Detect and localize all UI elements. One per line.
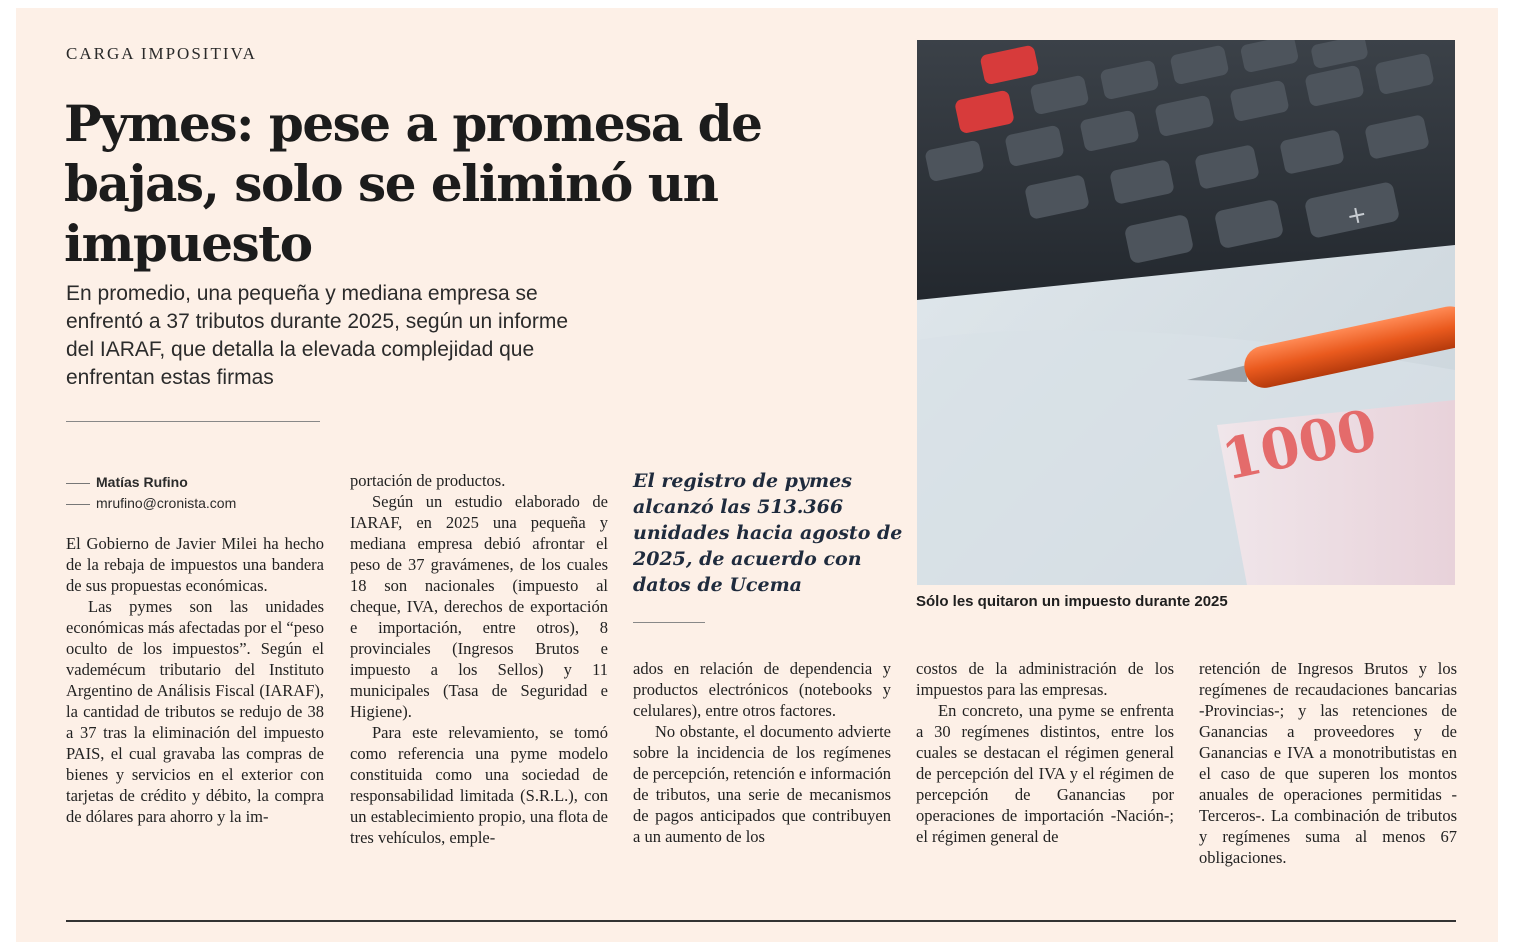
svg-text:+: + <box>1343 199 1370 231</box>
body-column-2 <box>350 470 608 848</box>
body-column-5 <box>1199 658 1457 868</box>
article-headline: Pymes: pese a promesa de bajas, solo se eliminó un impuesto <box>64 94 762 273</box>
pull-quote-divider <box>633 622 705 623</box>
article-photo <box>917 40 1455 585</box>
lead-divider <box>66 421 320 422</box>
paragraph: portación de productos. <box>350 471 506 490</box>
body-column-1 <box>66 533 324 827</box>
body-column-4 <box>916 658 1174 847</box>
author-email[interactable]: mrufino@cronista.com <box>96 495 237 511</box>
banknote-denomination: 1000 <box>1216 396 1383 494</box>
byline <box>66 472 236 514</box>
section-kicker: CARGA IMPOSITIVA <box>66 44 257 63</box>
paragraph: Según un estudio elaborado de IARAF, en 2025 una pequeña y mediana empresa debió afrontar el peso de 37 gravámenes, de los cuales 18 son nacionales (impuesto al cheque, IVA, derechos de exportación e importación, entre otros), 8 provinciales (Ingresos Brutos e impuesto a los Sellos) y 11 municipales (Tasa de Seguridad e Higiene). <box>350 492 608 721</box>
paragraph: Las pymes son las unidades económicas más afectadas por el “peso oculto de los impuestos”. Según el vademécum tributario del Instituto Argentino de Análisis Fiscal (IARAF), la cantidad de tributos se redujo de 38 a 37 tras la eliminación del impuesto PAIS, el cual gravaba las compras de bienes y servicios en el exterior con tarjetas de crédito y débito, la compra de dólares para ahorro y la im- <box>66 597 324 826</box>
byline-dash <box>66 483 90 484</box>
author-name: Matías Rufino <box>96 474 188 490</box>
newspaper-page <box>16 8 1498 942</box>
paragraph: Para este relevamiento, se tomó como referencia una pyme modelo constituida como una sociedad de responsabilidad limitada (S.R.L.), con un establecimiento propio, una flota de tres vehículos, emple- <box>350 723 608 847</box>
pull-quote: El registro de pymes alcanzó las 513.366 unidades hacia agosto de 2025, de acuerdo con datos de Ucema <box>633 470 903 596</box>
paragraph: No obstante, el documento advierte sobre la incidencia de los regímenes de percepción, retención e información de tributos, una serie de mecanismos de pagos anticipados que contribuyen a un aumento de los <box>633 722 891 846</box>
article-lead: En promedio, una pequeña y mediana empresa se enfrentó a 37 tributos durante 2025, según un informe del IARAF, que detalla la elevada complejidad que enfrentan estas firmas <box>66 282 569 389</box>
paragraph: ados en relación de dependencia y productos electrónicos (notebooks y celulares), entre otros factores. <box>633 659 891 720</box>
paragraph: El Gobierno de Javier Milei ha hecho de la rebaja de impuestos una bandera de sus propuestas económicas. <box>66 534 324 595</box>
calculator-pen-banknote-illustration <box>917 40 1455 585</box>
bottom-rule <box>66 920 1456 922</box>
paragraph: costos de la administración de los impuestos para las empresas. <box>916 659 1174 699</box>
byline-dash <box>66 504 90 505</box>
body-column-3 <box>633 658 891 847</box>
photo-caption: Sólo les quitaron un impuesto durante 2025 <box>916 593 1228 610</box>
paragraph: retención de Ingresos Brutos y los regímenes de recaudaciones bancarias -Provincias-; y las retenciones de Ganancias a proveedores y de Ganancias e IVA a monotributistas en el caso de que superen los montos anuales de operaciones permitidas -Terceros-. La combinación de tributos y regímenes suma al menos 67 obligaciones. <box>1199 659 1457 867</box>
paragraph: En concreto, una pyme se enfrenta a 30 regímenes distintos, entre los cuales se destacan el régimen general de percepción del IVA y el régimen de percepción de Ganancias por operaciones de importación -Nación-; el régimen general de <box>916 701 1174 846</box>
